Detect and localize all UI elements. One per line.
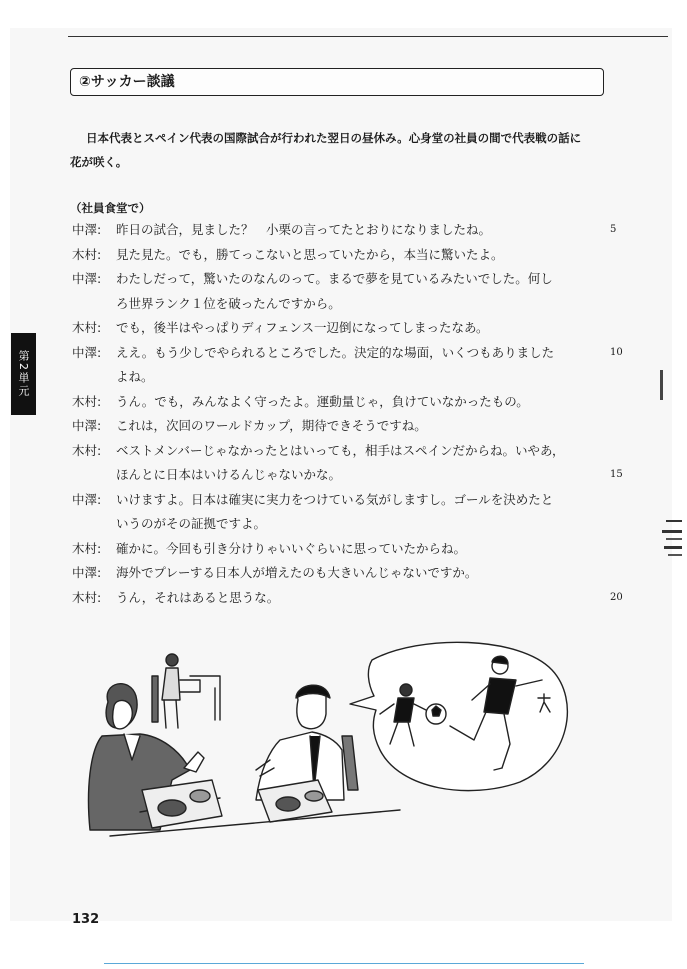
utterance-text: 海外でプレーする日本人が増えたのも大きいんじゃないですか。	[116, 565, 478, 580]
unit-side-tab: 第2単元	[11, 333, 36, 415]
utterance-text: よね。	[116, 369, 154, 384]
cafeteria-illustration	[80, 640, 600, 870]
intro-paragraph	[70, 126, 610, 174]
utterance-text: 昨日の試合，見ました？ 小栗の言ってたとおりになりましたね。	[116, 222, 492, 237]
dialogue-line	[72, 267, 612, 292]
dialogue-line	[72, 561, 612, 586]
line-number: 10	[610, 346, 623, 358]
utterance-text: これは，次回のワールドカップ，期待できそうですね。	[116, 418, 427, 433]
dialogue-line	[72, 512, 612, 537]
scene-setting: （社員食堂で）	[70, 201, 151, 215]
utterance-text: うん，それはあると思うな。	[116, 589, 280, 605]
page-number: 132	[72, 912, 100, 927]
intro-line-1: 日本代表とスペイン代表の国際試合が行われた翌日の昼休み。心身堂の社員の間で代表戦の話に	[86, 131, 582, 145]
speaker-name: 中澤:	[72, 491, 102, 507]
dialogue-line	[72, 243, 612, 268]
speaker-name: 中澤:	[72, 271, 102, 286]
header-rule	[68, 36, 668, 37]
intro-line-2: 花が咲く。	[70, 155, 128, 169]
thought-bubble	[350, 642, 567, 790]
speaker-name: 中澤:	[72, 565, 102, 580]
line-number: 5	[610, 224, 617, 235]
section-title: ②サッカー談議	[70, 68, 604, 96]
speaker-name: 木村:	[72, 393, 102, 409]
dialogue-line	[72, 390, 612, 415]
dialogue-line	[72, 586, 623, 611]
speaker-name: 木村:	[72, 540, 102, 556]
speaker-name: 中澤:	[72, 344, 102, 360]
dialogue-line	[72, 316, 612, 341]
speaker-name: 木村:	[72, 320, 102, 335]
dialogue-line	[72, 439, 612, 464]
line-number: 20	[610, 591, 623, 603]
dialogue	[72, 218, 623, 610]
scan-edge-marks	[656, 360, 684, 600]
utterance-text: 確かに。今回も引き分けりゃいいぐらいに思っていたからね。	[116, 540, 467, 556]
utterance-text: ええ。もう少しでやられるところでした。決定的な場面，いくつもありました	[116, 344, 555, 360]
utterance-text: 見た見た。でも，勝てっこないと思っていたから，本当に驚いたよ。	[116, 246, 504, 262]
speaker-name: 木村:	[72, 246, 102, 262]
speaker-name: 中澤:	[72, 418, 102, 433]
utterance-text: わたしだって，驚いたのなんのって。まるで夢を見ているみたいでした。何し	[116, 271, 553, 286]
dialogue-line	[72, 341, 623, 366]
utterance-text: いうのがその証拠ですよ。	[116, 516, 267, 531]
utterance-text: いけますよ。日本は確実に実力をつけている気がしますし。ゴールを決めたと	[116, 491, 554, 507]
dialogue-line	[72, 218, 617, 243]
utterance-text: ベストメンバーじゃなかったとはいっても，相手はスペインだからね。いやあ，	[116, 442, 565, 458]
dialogue-line	[72, 292, 612, 317]
utterance-text: ほんとに日本はいけるんじゃないかな。	[116, 467, 342, 482]
speaker-name: 木村:	[72, 442, 102, 458]
dialogue-line	[72, 463, 623, 488]
speaker-name: 中澤:	[72, 222, 102, 237]
dialogue-line	[72, 488, 612, 513]
line-number: 15	[610, 469, 623, 480]
utterance-text: でも，後半はやっぱりディフェンス一辺倒になってしまったなあ。	[116, 320, 489, 335]
bottom-rule	[104, 963, 584, 964]
background-diner-figure	[152, 654, 220, 728]
utterance-text: ろ世界ランク１位を破ったんですから。	[116, 295, 341, 311]
speaker-name: 木村:	[72, 589, 102, 605]
utterance-text: うん。でも，みんなよく守ったよ。運動量じゃ，負けていなかったもの。	[116, 393, 529, 409]
dialogue-line	[72, 537, 612, 562]
dialogue-line	[72, 414, 612, 439]
dialogue-line	[72, 365, 612, 390]
